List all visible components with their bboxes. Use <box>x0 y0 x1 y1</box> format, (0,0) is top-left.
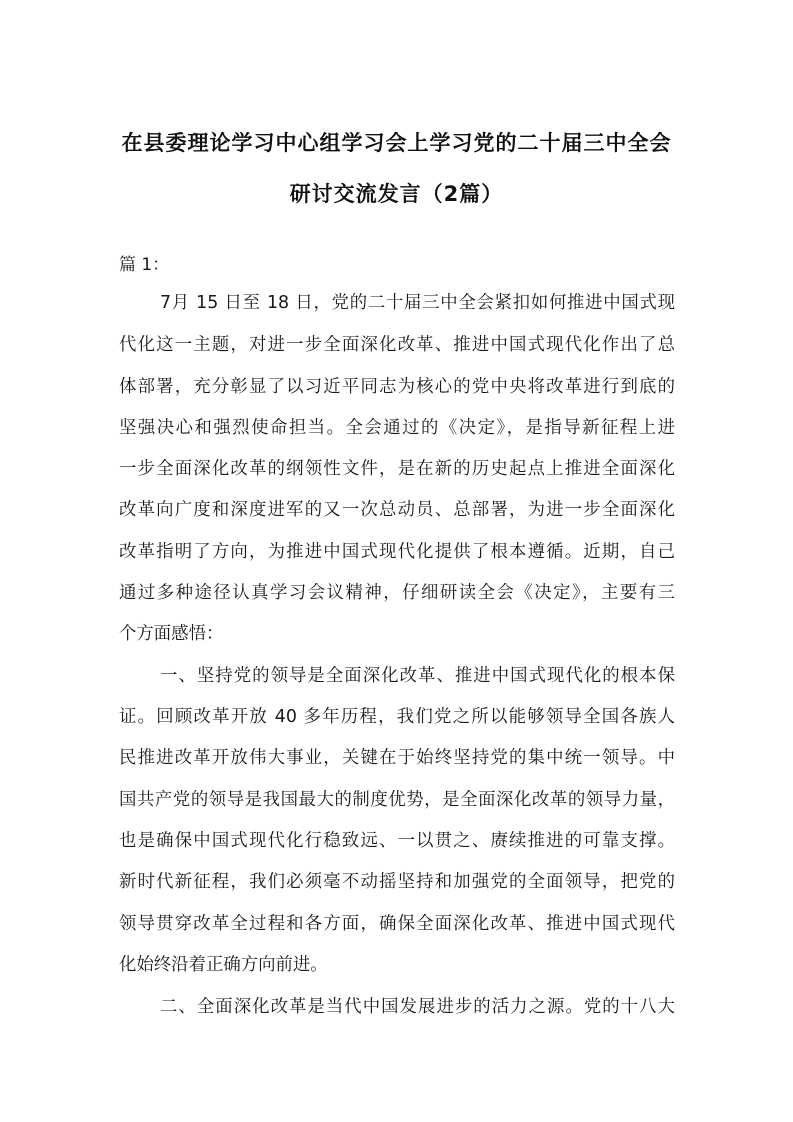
paragraph-line: 坚强决心和强烈使命担当。全会通过的《决定》，是指导新征程上进 <box>119 418 675 438</box>
paragraph-line: 改革向广度和深度进军的又一次总动员、总部署，为进一步全面深化 <box>119 500 675 520</box>
paragraph-line: 通过多种途径认真学习会议精神，仔细研读全会《决定》，主要有三 <box>119 583 675 603</box>
document-title-line-1: 在县委理论学习中心组学习会上学习党的二十届三中全会 <box>121 131 672 155</box>
paragraph-line: 国共产党的领导是我国最大的制度优势，是全面深化改革的领导力量， <box>119 790 675 810</box>
paragraph-line: 代化这一主题，对进一步全面深化改革、推进中国式现代化作出了总 <box>119 335 675 355</box>
document-title-line-2: 研讨交流发言（2篇） <box>289 182 504 206</box>
paragraph-line: 一、坚持党的领导是全面深化改革、推进中国式现代化的根本保 <box>160 666 675 686</box>
section-label: 篇 1： <box>119 255 170 275</box>
paragraph-line: 领导贯穿改革全过程和各方面，确保全面深化改革、推进中国式现代 <box>119 914 675 934</box>
paragraph-line: 7月 15 日至 18 日，党的二十届三中全会紧扣如何推进中国式现 <box>160 293 675 313</box>
paragraph-line: 化始终沿着正确方向前进。 <box>119 955 328 975</box>
paragraph-line: 也是确保中国式现代化行稳致远、一以贯之、赓续推进的可靠支撑。 <box>119 831 675 851</box>
paragraph-line: 新时代新征程，我们必须毫不动摇坚持和加强党的全面领导，把党的 <box>119 872 675 892</box>
paragraph-line: 二、全面深化改革是当代中国发展进步的活力之源。党的十八大 <box>160 997 675 1017</box>
paragraph-line: 证。回顾改革开放 40 多年历程，我们党之所以能够领导全国各族人 <box>119 707 675 727</box>
paragraph-line: 民推进改革开放伟大事业，关键在于始终坚持党的集中统一领导。中 <box>119 748 675 768</box>
paragraph-line: 体部署，充分彰显了以习近平同志为核心的党中央将改革进行到底的 <box>119 377 675 397</box>
paragraph-line: 一步全面深化改革的纲领性文件，是在新的历史起点上推进全面深化 <box>119 459 675 479</box>
paragraph-line: 个方面感悟： <box>119 624 224 644</box>
paragraph-line: 改革指明了方向，为推进中国式现代化提供了根本遵循。近期，自己 <box>119 542 675 562</box>
